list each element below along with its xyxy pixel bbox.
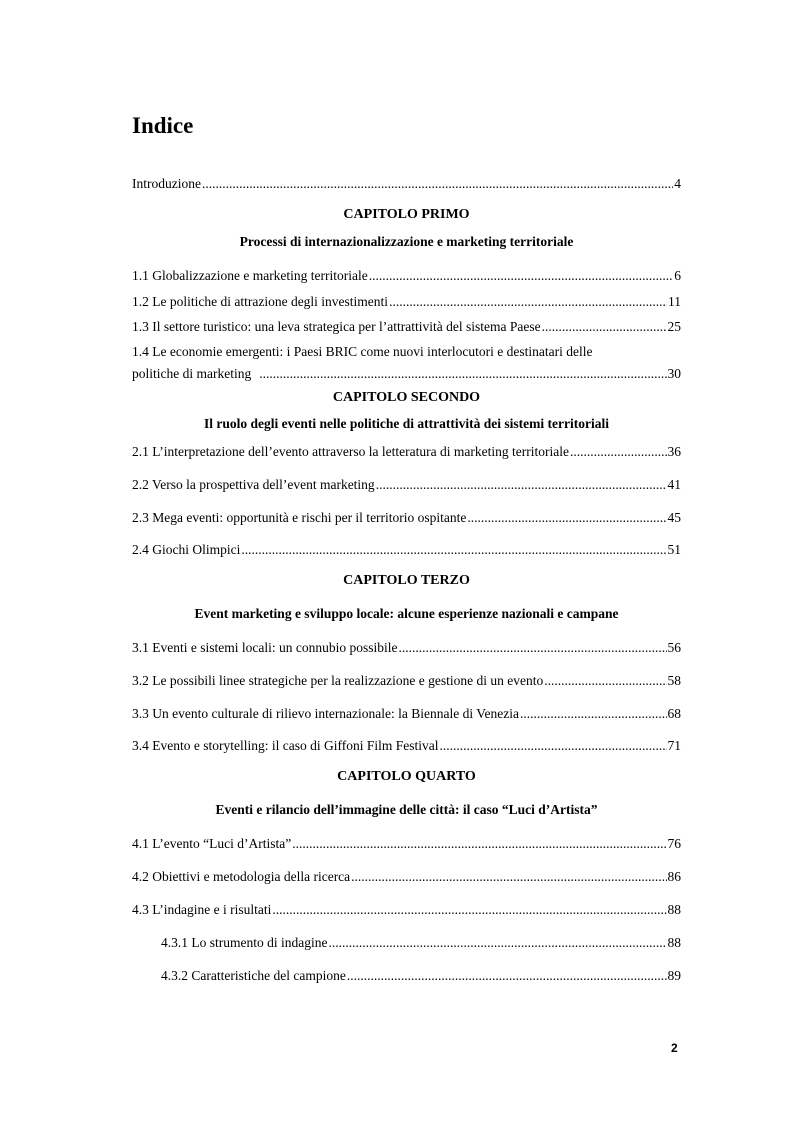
toc-entry-1-4-line1[interactable]: 1.4 Le economie emergenti: i Paesi BRIC come nuovi interlocutori e destinatari delle [132, 344, 593, 359]
toc-entry-label: 3.4 Evento e storytelling: il caso di Giffoni Film Festival [132, 738, 439, 753]
toc-entry-3-2[interactable] [132, 672, 681, 690]
toc-entry-3-3[interactable] [132, 705, 681, 723]
toc-entry-4-3[interactable] [132, 901, 681, 919]
toc-entry-page: 68 [667, 706, 681, 721]
toc-entry-page: 51 [667, 542, 681, 557]
toc-entry-label: 4.3.1 Lo strumento di indagine [161, 935, 328, 950]
dot-leader [467, 509, 666, 527]
toc-entry-label: 2.4 Giochi Olimpici [132, 542, 241, 557]
toc-entry-3-1[interactable] [132, 639, 681, 657]
dot-leader [328, 934, 666, 952]
dot-leader [351, 868, 666, 886]
toc-entry-label: 4.2 Obiettivi e metodologia della ricerca [132, 869, 351, 884]
toc-entry-label: 2.1 L’interpretazione dell’evento attraverso la letteratura di marketing territoriale [132, 444, 569, 459]
toc-entry-3-4[interactable] [132, 737, 681, 755]
dot-leader [272, 901, 666, 919]
chapter-heading-1: CAPITOLO PRIMO [343, 207, 470, 222]
toc-entry-2-3[interactable] [132, 509, 681, 527]
toc-entry-label: 4.3 L’indagine e i risultati [132, 902, 272, 917]
toc-entry-label: 3.2 Le possibili linee strategiche per la realizzazione e gestione di un evento [132, 673, 544, 688]
toc-entry-label: Introduzione [132, 176, 201, 191]
chapter-heading-2: CAPITOLO SECONDO [332, 390, 481, 405]
toc-entry-2-2[interactable] [132, 476, 681, 494]
toc-entry-label: 3.3 Un evento culturale di rilievo internazionale: la Biennale di Venezia [132, 706, 519, 721]
toc-entry-label: politiche di marketing [132, 366, 252, 381]
toc-entry-label: 4.1 L’evento “Luci d’Artista” [132, 836, 292, 851]
toc-entry-page: 6 [674, 268, 681, 283]
dot-leader [439, 737, 666, 755]
chapter-heading-4: CAPITOLO QUARTO [337, 769, 476, 784]
toc-entry-page: 45 [667, 510, 681, 525]
toc-entry-page: 4 [674, 176, 681, 191]
toc-entry-4-1[interactable] [132, 835, 681, 853]
toc-entry-2-4[interactable] [132, 541, 681, 559]
dot-leader [398, 639, 666, 657]
chapter-subtitle-1: Processi di internazionalizzazione e marketing territoriale [239, 234, 574, 249]
toc-entry-page: 88 [667, 902, 681, 917]
dot-leader [542, 318, 667, 336]
toc-entry-label: 1.2 Le politiche di attrazione degli investimenti [132, 294, 389, 309]
dot-leader [292, 835, 666, 853]
dot-leader [259, 365, 666, 383]
toc-entry-4-2[interactable] [132, 868, 681, 886]
toc-entry-page: 71 [667, 738, 681, 753]
dot-leader [369, 267, 673, 285]
page-number: 2 [671, 1041, 678, 1055]
dot-leader [570, 443, 667, 461]
toc-entry-label: 1.3 Il settore turistico: una leva strategica per l’attrattività del sistema Paese [132, 319, 541, 334]
toc-entry-page: 30 [667, 366, 681, 381]
toc-entry-label: 2.3 Mega eventi: opportunità e rischi per il territorio ospitante [132, 510, 467, 525]
toc-entry-page: 36 [667, 444, 681, 459]
toc-entry-4-3-1[interactable] [161, 934, 681, 952]
toc-entry-page: 76 [667, 836, 681, 851]
toc-entry-page: 58 [667, 673, 681, 688]
chapter-subtitle-4: Eventi e rilancio dell’immagine delle città: il caso “Luci d’Artista” [215, 802, 598, 817]
dot-leader [389, 293, 667, 311]
toc-entry-1-3[interactable] [132, 318, 681, 336]
toc-entry-label: 2.2 Verso la prospettiva dell’event marketing [132, 477, 375, 492]
toc-entry-page: 11 [668, 294, 681, 309]
chapter-subtitle-2: Il ruolo degli eventi nelle politiche di attrattività dei sistemi territoriali [204, 416, 609, 431]
toc-entry-label: 4.3.2 Caratteristiche del campione [161, 968, 346, 983]
toc-entry-page: 25 [667, 319, 681, 334]
chapter-heading-3: CAPITOLO TERZO [343, 573, 470, 588]
dot-leader [520, 705, 667, 723]
dot-leader [347, 967, 667, 985]
dot-leader [376, 476, 667, 494]
chapter-subtitle-3: Event marketing e sviluppo locale: alcune esperienze nazionali e campane [194, 606, 619, 621]
toc-entry-page: 56 [667, 640, 681, 655]
toc-entry-2-1[interactable] [132, 443, 681, 461]
toc-entry-page: 88 [667, 935, 681, 950]
dot-leader [202, 175, 673, 193]
toc-entry-page: 86 [667, 869, 681, 884]
toc-entry-1-1[interactable] [132, 267, 681, 285]
toc-entry-4-3-2[interactable] [161, 967, 681, 985]
page-title: Indice [132, 113, 194, 138]
toc-entry-1-2[interactable] [132, 293, 681, 311]
toc-entry-introduzione[interactable] [132, 175, 681, 193]
dot-leader [241, 541, 666, 559]
toc-entry-page: 89 [667, 968, 681, 983]
toc-entry-page: 41 [667, 477, 681, 492]
dot-leader [544, 672, 666, 690]
toc-entry-1-4-line2[interactable] [132, 365, 681, 383]
toc-entry-label: 3.1 Eventi e sistemi locali: un connubio possibile [132, 640, 398, 655]
toc-entry-label: 1.1 Globalizzazione e marketing territoriale [132, 268, 368, 283]
